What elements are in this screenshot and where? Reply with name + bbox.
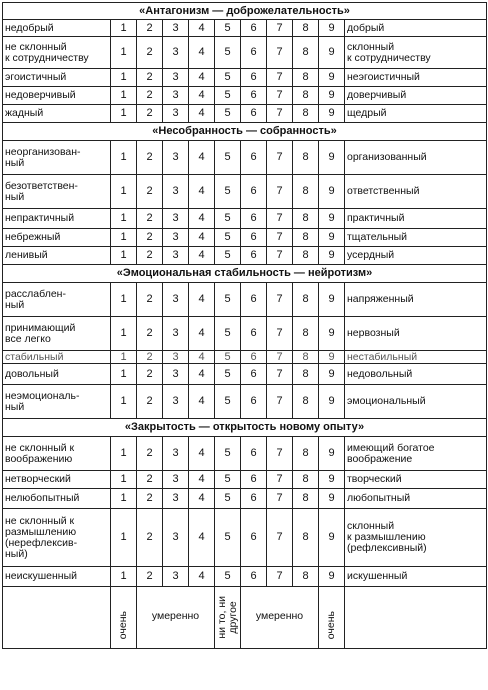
scale-option-4[interactable]: 4: [189, 141, 215, 175]
scale-option-4[interactable]: 4: [189, 317, 215, 351]
scale-option-1[interactable]: 1: [111, 247, 137, 265]
scale-option-8[interactable]: 8: [293, 509, 319, 567]
scale-option-9[interactable]: 9: [319, 437, 345, 471]
scale-option-8[interactable]: 8: [293, 471, 319, 489]
scale-option-2[interactable]: 2: [137, 509, 163, 567]
trait-row: [3, 471, 487, 489]
scale-option-6[interactable]: 6: [241, 471, 267, 489]
scale-legend-row: [3, 587, 487, 649]
trait-left-pole: безответствен- ный: [3, 175, 111, 209]
trait-right-pole: недовольный: [345, 364, 487, 385]
scale-option-8[interactable]: 8: [293, 283, 319, 317]
trait-right-pole: ответственный: [345, 175, 487, 209]
scale-option-3[interactable]: 3: [163, 364, 189, 385]
trait-right-pole: нестабильный: [345, 351, 487, 364]
scale-option-5[interactable]: 5: [215, 509, 241, 567]
scale-option-5[interactable]: 5: [215, 283, 241, 317]
trait-left-pole: принимающий все легко: [3, 317, 111, 351]
scale-option-9[interactable]: 9: [319, 87, 345, 105]
scale-option-9[interactable]: 9: [319, 385, 345, 419]
scale-option-6[interactable]: 6: [241, 37, 267, 69]
scale-option-1[interactable]: 1: [111, 351, 137, 364]
scale-option-8[interactable]: 8: [293, 385, 319, 419]
scale-option-3[interactable]: 3: [163, 105, 189, 123]
scale-option-7[interactable]: 7: [267, 175, 293, 209]
trait-right-pole: организованный: [345, 141, 487, 175]
scale-option-6[interactable]: 6: [241, 317, 267, 351]
scale-option-5[interactable]: 5: [215, 317, 241, 351]
scale-option-8[interactable]: 8: [293, 175, 319, 209]
scale-option-4[interactable]: 4: [189, 87, 215, 105]
scale-option-6[interactable]: 6: [241, 283, 267, 317]
scale-option-5[interactable]: 5: [215, 20, 241, 37]
scale-option-4[interactable]: 4: [189, 229, 215, 247]
section-header-row: [3, 265, 487, 283]
scale-option-7[interactable]: 7: [267, 364, 293, 385]
scale-option-6[interactable]: 6: [241, 509, 267, 567]
trait-right-pole: творческий: [345, 471, 487, 489]
trait-left-pole: не склонный к размышлению (нерефлексив- ный): [3, 509, 111, 567]
scale-option-4[interactable]: 4: [189, 437, 215, 471]
scale-option-5[interactable]: 5: [215, 209, 241, 229]
rating-scale-table: [2, 2, 487, 649]
trait-right-pole: склонный к размышлению (рефлексивный): [345, 509, 487, 567]
scale-option-3[interactable]: 3: [163, 175, 189, 209]
scale-option-1[interactable]: 1: [111, 471, 137, 489]
legend-neither-cell: [215, 587, 241, 649]
scale-option-2[interactable]: 2: [137, 105, 163, 123]
section-title: «Закрытость — открытость новому опыту»: [3, 419, 487, 437]
scale-option-3[interactable]: 3: [163, 87, 189, 105]
scale-option-1[interactable]: 1: [111, 364, 137, 385]
scale-option-1[interactable]: 1: [111, 229, 137, 247]
scale-option-4[interactable]: 4: [189, 471, 215, 489]
trait-right-pole: добрый: [345, 20, 487, 37]
trait-row: [3, 437, 487, 471]
scale-option-5[interactable]: 5: [215, 141, 241, 175]
scale-option-7[interactable]: 7: [267, 385, 293, 419]
legend-blank-right: [345, 587, 487, 649]
scale-option-9[interactable]: 9: [319, 209, 345, 229]
scale-option-9[interactable]: 9: [319, 175, 345, 209]
trait-left-pole: ленивый: [3, 247, 111, 265]
trait-left-pole: эгоистичный: [3, 69, 111, 87]
scale-option-1[interactable]: 1: [111, 37, 137, 69]
scale-option-5[interactable]: 5: [215, 175, 241, 209]
trait-right-pole: неэгоистичный: [345, 69, 487, 87]
scale-option-7[interactable]: 7: [267, 437, 293, 471]
scale-option-6[interactable]: 6: [241, 175, 267, 209]
scale-option-5[interactable]: 5: [215, 364, 241, 385]
scale-option-7[interactable]: 7: [267, 209, 293, 229]
scale-option-4[interactable]: 4: [189, 247, 215, 265]
scale-option-2[interactable]: 2: [137, 87, 163, 105]
scale-option-5[interactable]: 5: [215, 567, 241, 587]
scale-option-5[interactable]: 5: [215, 69, 241, 87]
scale-option-2[interactable]: 2: [137, 567, 163, 587]
trait-left-pole: жадный: [3, 105, 111, 123]
trait-left-pole: неискушенный: [3, 567, 111, 587]
scale-option-7[interactable]: 7: [267, 141, 293, 175]
scale-option-1[interactable]: 1: [111, 489, 137, 509]
scale-option-2[interactable]: 2: [137, 69, 163, 87]
scale-option-1[interactable]: 1: [111, 283, 137, 317]
trait-right-pole: имеющий богатое воображение: [345, 437, 487, 471]
trait-row: [3, 20, 487, 37]
scale-option-5[interactable]: 5: [215, 385, 241, 419]
scale-option-7[interactable]: 7: [267, 105, 293, 123]
scale-option-2[interactable]: 2: [137, 317, 163, 351]
scale-option-2[interactable]: 2: [137, 364, 163, 385]
trait-left-pole: недобрый: [3, 20, 111, 37]
trait-row: [3, 385, 487, 419]
scale-option-4[interactable]: 4: [189, 509, 215, 567]
scale-option-9[interactable]: 9: [319, 317, 345, 351]
scale-option-5[interactable]: 5: [215, 105, 241, 123]
scale-option-1[interactable]: 1: [111, 175, 137, 209]
scale-option-9[interactable]: 9: [319, 37, 345, 69]
scale-option-3[interactable]: 3: [163, 385, 189, 419]
legend-very-right: очень: [325, 610, 337, 639]
scale-option-4[interactable]: 4: [189, 351, 215, 364]
scale-option-8[interactable]: 8: [293, 351, 319, 364]
scale-option-7[interactable]: 7: [267, 317, 293, 351]
section-title: «Эмоциональная стабильность — нейротизм»: [3, 265, 487, 283]
scale-option-3[interactable]: 3: [163, 247, 189, 265]
trait-row: [3, 567, 487, 587]
scale-option-1[interactable]: 1: [111, 209, 137, 229]
scale-option-4[interactable]: 4: [189, 175, 215, 209]
trait-right-pole: напряженный: [345, 283, 487, 317]
section-title: «Антагонизм — доброжелательность»: [3, 3, 487, 20]
trait-right-pole: практичный: [345, 209, 487, 229]
scale-option-8[interactable]: 8: [293, 37, 319, 69]
scale-option-2[interactable]: 2: [137, 247, 163, 265]
trait-left-pole: недоверчивый: [3, 87, 111, 105]
legend-very-left-cell: [111, 587, 137, 649]
scale-option-3[interactable]: 3: [163, 317, 189, 351]
trait-left-pole: нелюбопытный: [3, 489, 111, 509]
scale-option-9[interactable]: 9: [319, 471, 345, 489]
scale-option-7[interactable]: 7: [267, 351, 293, 364]
scale-option-5[interactable]: 5: [215, 229, 241, 247]
trait-row: [3, 69, 487, 87]
scale-option-8[interactable]: 8: [293, 229, 319, 247]
scale-option-6[interactable]: 6: [241, 69, 267, 87]
scale-option-6[interactable]: 6: [241, 437, 267, 471]
trait-row: [3, 247, 487, 265]
trait-right-pole: доверчивый: [345, 87, 487, 105]
scale-option-1[interactable]: 1: [111, 87, 137, 105]
scale-option-9[interactable]: 9: [319, 567, 345, 587]
scale-option-9[interactable]: 9: [319, 283, 345, 317]
trait-left-pole: неорганизован- ный: [3, 141, 111, 175]
scale-option-7[interactable]: 7: [267, 37, 293, 69]
scale-option-3[interactable]: 3: [163, 509, 189, 567]
legend-blank-left: [3, 587, 111, 649]
scale-option-7[interactable]: 7: [267, 69, 293, 87]
scale-option-4[interactable]: 4: [189, 209, 215, 229]
scale-option-7[interactable]: 7: [267, 283, 293, 317]
trait-row: [3, 105, 487, 123]
scale-option-9[interactable]: 9: [319, 351, 345, 364]
scale-option-3[interactable]: 3: [163, 20, 189, 37]
trait-right-pole: щедрый: [345, 105, 487, 123]
scale-option-4[interactable]: 4: [189, 69, 215, 87]
scale-option-2[interactable]: 2: [137, 175, 163, 209]
scale-option-1[interactable]: 1: [111, 69, 137, 87]
scale-option-4[interactable]: 4: [189, 20, 215, 37]
scale-option-9[interactable]: 9: [319, 141, 345, 175]
scale-option-4[interactable]: 4: [189, 385, 215, 419]
trait-left-pole: довольный: [3, 364, 111, 385]
scale-option-9[interactable]: 9: [319, 69, 345, 87]
section-header-row: [3, 123, 487, 141]
scale-option-3[interactable]: 3: [163, 489, 189, 509]
legend-moderate-right: умеренно: [241, 587, 319, 649]
scale-option-8[interactable]: 8: [293, 141, 319, 175]
section-header-row: [3, 419, 487, 437]
scale-option-6[interactable]: 6: [241, 567, 267, 587]
trait-row: [3, 37, 487, 69]
scale-option-4[interactable]: 4: [189, 567, 215, 587]
scale-option-8[interactable]: 8: [293, 87, 319, 105]
scale-option-2[interactable]: 2: [137, 385, 163, 419]
trait-right-pole: эмоциональный: [345, 385, 487, 419]
scale-option-8[interactable]: 8: [293, 364, 319, 385]
scale-option-9[interactable]: 9: [319, 229, 345, 247]
legend-very-left: очень: [117, 610, 129, 639]
scale-option-9[interactable]: 9: [319, 364, 345, 385]
legend-very-right-cell: [319, 587, 345, 649]
scale-option-7[interactable]: 7: [267, 509, 293, 567]
scale-option-6[interactable]: 6: [241, 229, 267, 247]
scale-option-6[interactable]: 6: [241, 105, 267, 123]
scale-option-3[interactable]: 3: [163, 209, 189, 229]
scale-option-4[interactable]: 4: [189, 37, 215, 69]
scale-option-6[interactable]: 6: [241, 364, 267, 385]
scale-option-5[interactable]: 5: [215, 437, 241, 471]
scale-option-2[interactable]: 2: [137, 209, 163, 229]
scale-option-1[interactable]: 1: [111, 509, 137, 567]
scale-option-3[interactable]: 3: [163, 229, 189, 247]
scale-option-5[interactable]: 5: [215, 351, 241, 364]
scale-option-2[interactable]: 2: [137, 437, 163, 471]
scale-option-3[interactable]: 3: [163, 141, 189, 175]
scale-option-8[interactable]: 8: [293, 437, 319, 471]
scale-option-5[interactable]: 5: [215, 247, 241, 265]
trait-left-pole: расслаблен- ный: [3, 283, 111, 317]
legend-moderate-left: умеренно: [137, 587, 215, 649]
scale-option-9[interactable]: 9: [319, 509, 345, 567]
scale-option-6[interactable]: 6: [241, 87, 267, 105]
scale-option-3[interactable]: 3: [163, 471, 189, 489]
scale-option-7[interactable]: 7: [267, 489, 293, 509]
scale-option-7[interactable]: 7: [267, 229, 293, 247]
scale-option-5[interactable]: 5: [215, 489, 241, 509]
scale-option-8[interactable]: 8: [293, 317, 319, 351]
scale-option-3[interactable]: 3: [163, 283, 189, 317]
trait-left-pole: неэмоциональ- ный: [3, 385, 111, 419]
scale-option-1[interactable]: 1: [111, 105, 137, 123]
section-title: «Несобранность — собранность»: [3, 123, 487, 141]
scale-option-8[interactable]: 8: [293, 489, 319, 509]
scale-option-3[interactable]: 3: [163, 69, 189, 87]
scale-option-7[interactable]: 7: [267, 20, 293, 37]
trait-row: [3, 283, 487, 317]
scale-option-1[interactable]: 1: [111, 317, 137, 351]
scale-option-1[interactable]: 1: [111, 437, 137, 471]
trait-right-pole: склонный к сотрудничеству: [345, 37, 487, 69]
trait-row: [3, 209, 487, 229]
scale-option-9[interactable]: 9: [319, 247, 345, 265]
table-body: [3, 3, 487, 649]
scale-option-2[interactable]: 2: [137, 229, 163, 247]
scale-option-5[interactable]: 5: [215, 87, 241, 105]
scale-option-2[interactable]: 2: [137, 351, 163, 364]
trait-row: [3, 509, 487, 567]
section-header-row: [3, 3, 487, 20]
scale-option-8[interactable]: 8: [293, 247, 319, 265]
scale-option-1[interactable]: 1: [111, 385, 137, 419]
scale-option-8[interactable]: 8: [293, 209, 319, 229]
trait-left-pole: стабильный: [3, 351, 111, 364]
trait-row: [3, 489, 487, 509]
legend-neither: ни то, ни другое: [215, 596, 239, 639]
scale-option-7[interactable]: 7: [267, 247, 293, 265]
scale-option-9[interactable]: 9: [319, 489, 345, 509]
scale-option-4[interactable]: 4: [189, 283, 215, 317]
scale-option-7[interactable]: 7: [267, 471, 293, 489]
scale-option-3[interactable]: 3: [163, 37, 189, 69]
trait-right-pole: любопытный: [345, 489, 487, 509]
trait-left-pole: небрежный: [3, 229, 111, 247]
trait-row: [3, 141, 487, 175]
scale-option-8[interactable]: 8: [293, 567, 319, 587]
scale-option-9[interactable]: 9: [319, 105, 345, 123]
scale-option-2[interactable]: 2: [137, 20, 163, 37]
scale-option-1[interactable]: 1: [111, 567, 137, 587]
scale-option-8[interactable]: 8: [293, 20, 319, 37]
trait-right-pole: искушенный: [345, 567, 487, 587]
trait-left-pole: нетворческий: [3, 471, 111, 489]
scale-option-8[interactable]: 8: [293, 105, 319, 123]
scale-option-2[interactable]: 2: [137, 37, 163, 69]
scale-option-5[interactable]: 5: [215, 471, 241, 489]
scale-option-6[interactable]: 6: [241, 489, 267, 509]
trait-left-pole: не склонный к воображению: [3, 437, 111, 471]
trait-right-pole: усердный: [345, 247, 487, 265]
scale-option-3[interactable]: 3: [163, 437, 189, 471]
trait-left-pole: не склонный к сотрудничеству: [3, 37, 111, 69]
trait-right-pole: тщательный: [345, 229, 487, 247]
scale-option-8[interactable]: 8: [293, 69, 319, 87]
scale-option-1[interactable]: 1: [111, 20, 137, 37]
scale-option-2[interactable]: 2: [137, 489, 163, 509]
trait-right-pole: нервозный: [345, 317, 487, 351]
trait-row: [3, 229, 487, 247]
scale-option-6[interactable]: 6: [241, 209, 267, 229]
scale-option-6[interactable]: 6: [241, 247, 267, 265]
scale-option-1[interactable]: 1: [111, 141, 137, 175]
scale-option-2[interactable]: 2: [137, 283, 163, 317]
scale-option-6[interactable]: 6: [241, 385, 267, 419]
scale-option-7[interactable]: 7: [267, 567, 293, 587]
scale-option-2[interactable]: 2: [137, 141, 163, 175]
scale-option-5[interactable]: 5: [215, 37, 241, 69]
scale-option-6[interactable]: 6: [241, 20, 267, 37]
scale-option-4[interactable]: 4: [189, 364, 215, 385]
scale-option-3[interactable]: 3: [163, 567, 189, 587]
scale-option-3[interactable]: 3: [163, 351, 189, 364]
trait-row: [3, 364, 487, 385]
trait-row: [3, 175, 487, 209]
trait-row: [3, 87, 487, 105]
scale-option-9[interactable]: 9: [319, 20, 345, 37]
scale-option-4[interactable]: 4: [189, 105, 215, 123]
trait-row: [3, 317, 487, 351]
scale-option-7[interactable]: 7: [267, 87, 293, 105]
scale-option-4[interactable]: 4: [189, 489, 215, 509]
scale-option-2[interactable]: 2: [137, 471, 163, 489]
trait-left-pole: непрактичный: [3, 209, 111, 229]
trait-row: [3, 351, 487, 364]
scale-option-6[interactable]: 6: [241, 141, 267, 175]
scale-option-6[interactable]: 6: [241, 351, 267, 364]
